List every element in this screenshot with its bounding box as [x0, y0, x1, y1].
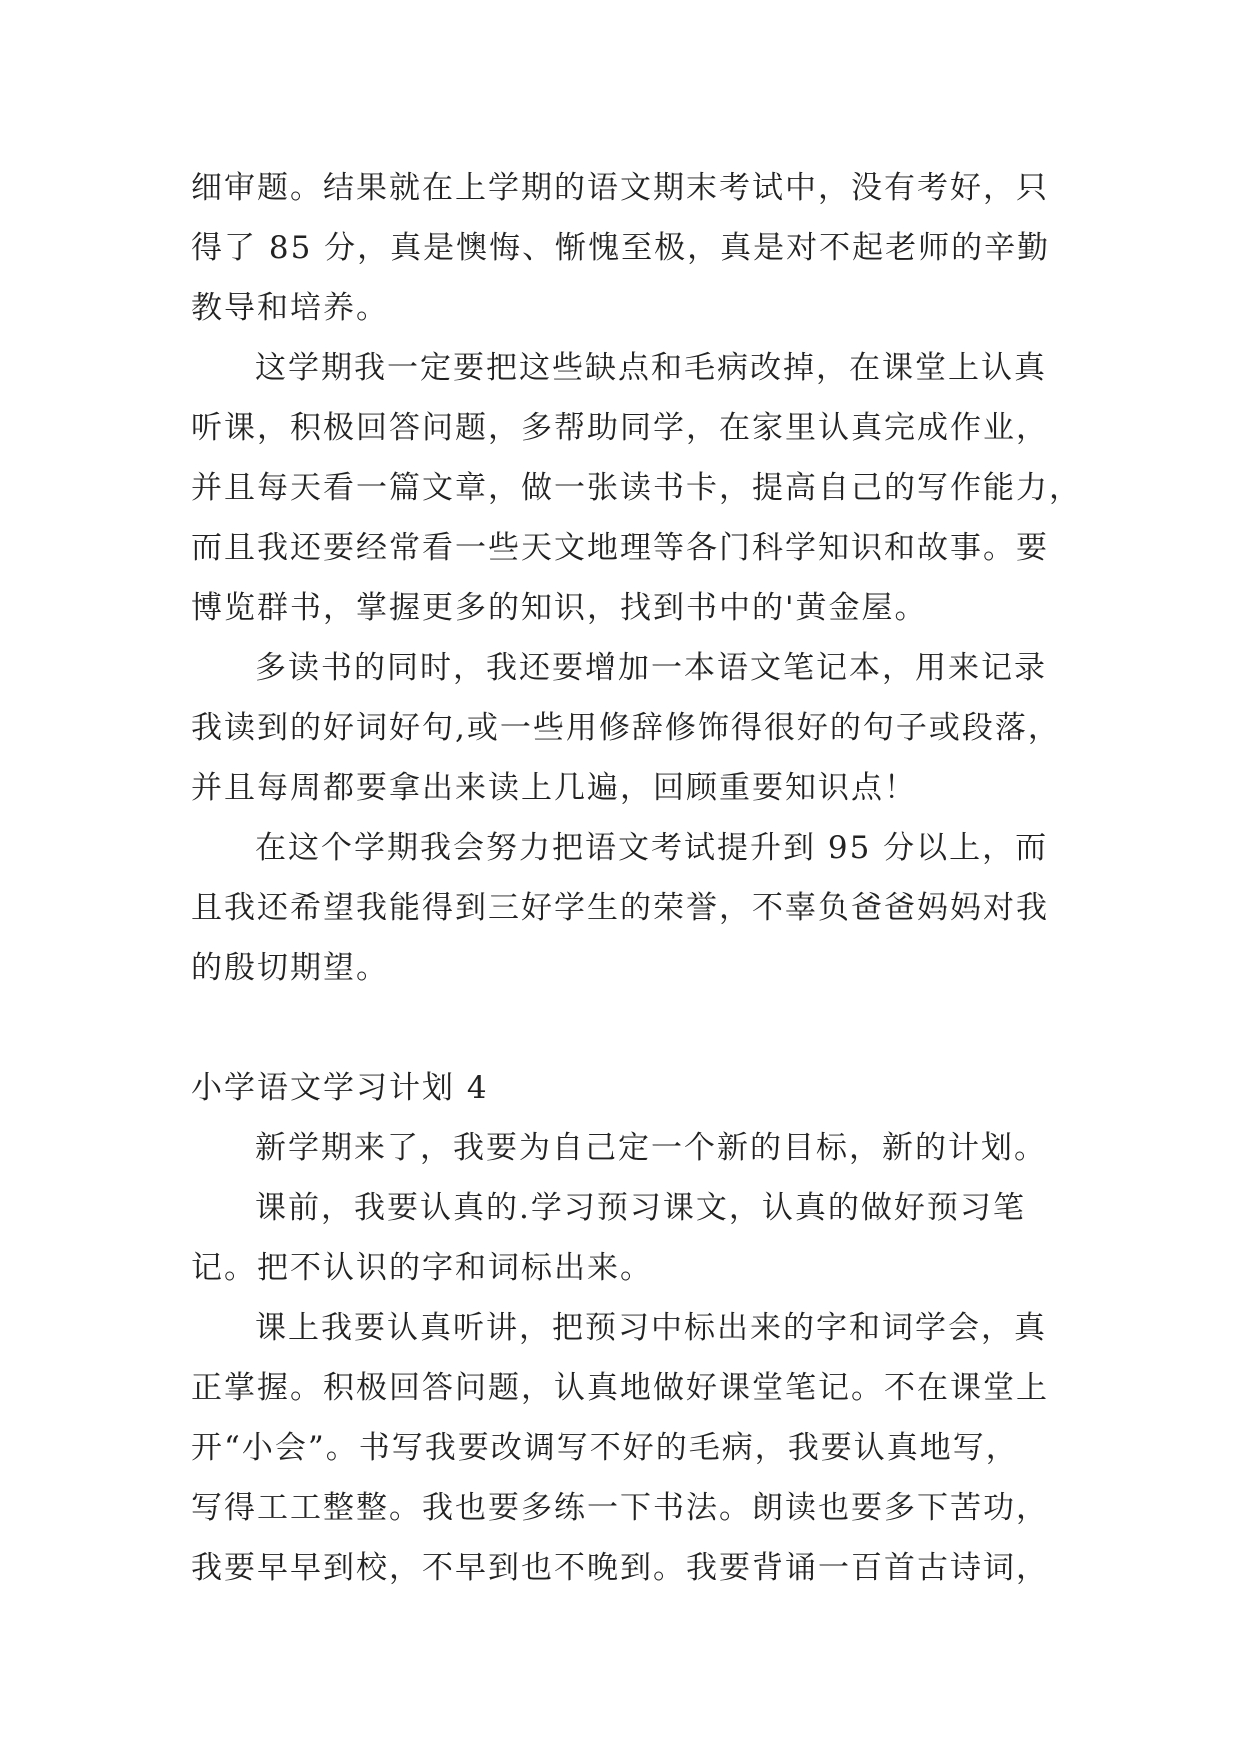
paragraph-line: 课上我要认真听讲，把预习中标出来的字和词学会，真 — [255, 1310, 1047, 1346]
paragraph-line: 且我还希望我能得到三好学生的荣誉，不辜负爸爸妈妈对我 — [191, 890, 1049, 926]
paragraph-line: 的殷切期望。 — [191, 950, 389, 986]
paragraph-line: 正掌握。积极回答问题，认真地做好课堂笔记。不在课堂上 — [191, 1370, 1049, 1406]
paragraph-line: 听课，积极回答问题，多帮助同学，在家里认真完成作业， — [191, 410, 1049, 446]
paragraph-line: 我读到的好词好句,或一些用修辞修饰得很好的句子或段落， — [191, 710, 1061, 746]
paragraph-line: 博览群书，掌握更多的知识，找到书中的'黄金屋。 — [191, 590, 928, 626]
paragraph-line: 新学期来了，我要为自己定一个新的目标，新的计划。 — [255, 1130, 1047, 1166]
paragraph-line: 记。把不认识的字和词标出来。 — [191, 1250, 653, 1286]
paragraph-line: 而且我还要经常看一些天文地理等各门科学知识和故事。要 — [191, 530, 1049, 566]
paragraph-line: 并且每天看一篇文章，做一张读书卡，提高自己的写作能力， — [191, 470, 1082, 506]
paragraph-line: 这学期我一定要把这些缺点和毛病改掉，在课堂上认真 — [255, 350, 1047, 386]
paragraph-line: 写得工工整整。我也要多练一下书法。朗读也要多下苦功， — [191, 1490, 1049, 1526]
paragraph-line: 并且每周都要拿出来读上几遍，回顾重要知识点！ — [191, 770, 917, 806]
paragraph-line: 开“小会”。书写我要改调写不好的毛病，我要认真地写， — [191, 1430, 1019, 1466]
paragraph-line: 课前，我要认真的.学习预习课文，认真的做好预习笔 — [255, 1190, 1026, 1226]
paragraph-line: 多读书的同时，我还要增加一本语文笔记本，用来记录 — [255, 650, 1047, 686]
paragraph-line: 教导和培养。 — [191, 290, 389, 326]
paragraph-line: 在这个学期我会努力把语文考试提升到 95 分以上，而 — [255, 830, 1049, 866]
section-heading: 小学语文学习计划 4 — [191, 1070, 489, 1106]
paragraph-line: 得了 85 分，真是懊悔、惭愧至极，真是对不起老师的辛勤 — [191, 230, 1051, 266]
paragraph-line: 我要早早到校，不早到也不晚到。我要背诵一百首古诗词， — [191, 1550, 1049, 1586]
paragraph-line: 细审题。结果就在上学期的语文期末考试中，没有考好，只 — [191, 170, 1049, 206]
